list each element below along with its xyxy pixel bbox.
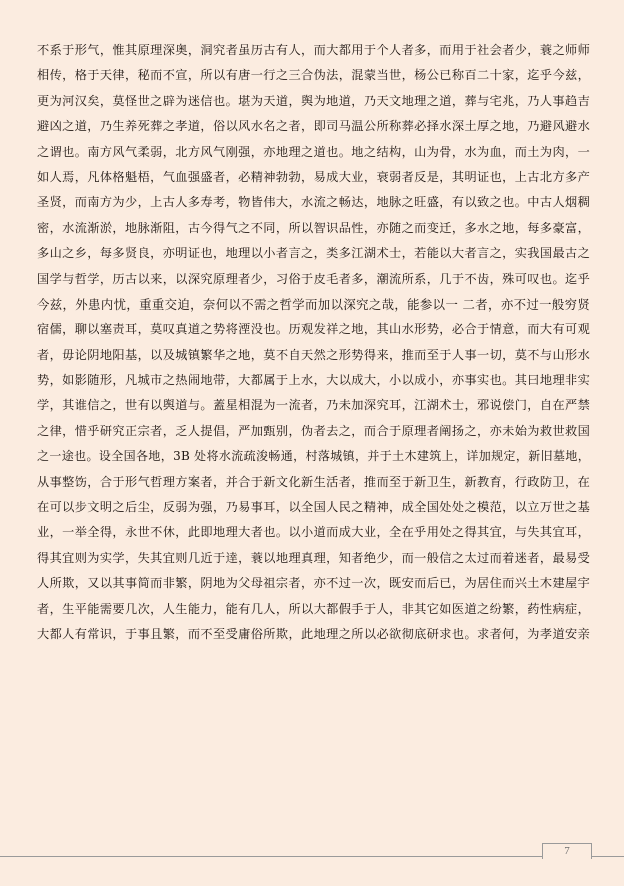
text-line: 大都人有常识，于事且繁，而不至受庸俗所欺，此地理之所以必欲彻底研求也。求者何，为孝道安亲 [37, 626, 590, 641]
page-number: 7 [542, 843, 592, 859]
text-line: 避凶之道，乃生养死葬之孝道，俗以风水名之者，即司马温公所称葬必择水深土厚之地，乃避风避水 [37, 119, 590, 134]
text-line: 如人焉，凡体格魁梧，气血强盛者，必精神勃勃，易成大业，衰弱者反是，其明证也，上古北方多产 [37, 169, 590, 184]
text-line: 业，一举全得，永世不休，此即地理大者也。以小道而成大业，全在乎用处之得其宜，与失其宜耳， [37, 525, 590, 540]
text-line: 之一途也。设全国各地，3B 处将水流疏浚畅通，村落城镇，并于土木建筑上，详加规定，新旧墓地， [37, 449, 590, 464]
text-line: 今兹，外患内忧，重重交迫，奈何以不需之哲学而加以深究之哉，能参以一 二者，亦不过一般穷贤 [37, 296, 590, 312]
text-line: 在可以步文明之后尘，反弱为强，乃易事耳，以全国人民之精神，成全国处处之模范，以立万世之基 [37, 500, 590, 515]
body-text [37, 38, 590, 647]
text-line: 宿儒，聊以塞责耳，莫叹真道之势将湮没也。历观发祥之地，其山水形势，必合于情意，而大有可观 [37, 322, 590, 337]
text-line: 从事整饬，合于形气哲理方案者，并合于新文化新生活者，推而至于新卫生，新教育，行政防卫，在 [37, 474, 590, 489]
text-line: 国学与哲学，历古以来，以深究原理者少，习俗于皮毛者多，潮流所系，几于不齿，殊可叹也。迄乎 [37, 271, 590, 286]
footer-divider [0, 856, 624, 857]
text-line: 更为河汉矣，莫怪世之辟为迷信也。堪为天道，舆为地道，乃天文地理之道，葬与宅兆，乃人事趋吉 [37, 93, 590, 108]
text-line: 势，如影随形，凡城市之热闹地带，大都属于上水，大以成大，小以成小，亦事实也。其曰地理非实 [37, 373, 590, 388]
text-line: 多山之乡，每多贤良，亦明证也，地理以小者言之，类多江湖术士，若能以大者言之，实我国最古之 [37, 246, 590, 261]
text-line: 不系于形气，惟其原理深奥，洞究者虽历古有人，而大都用于个人者多，而用于社会者少，蓑之师师 [37, 43, 590, 57]
text-line: 人所欺，又以其事简而非繁，阴地为父母祖宗者，亦不过一次，既安而后已，为居住而兴土木建屋宇 [37, 576, 590, 591]
text-line: 密，水流渐淤，地脉渐阻，古今得气之不同，所以智识品性，亦随之而变迁，多水之地，每多豪富， [37, 220, 590, 235]
text-line: 之律，惜乎研究正宗者，乏人提倡，严加甄别，伪者去之，而合于原理者阐扬之，亦未始为救世救国 [37, 423, 590, 438]
text-line: 圣贤，而南方为少，上古人多寿考，物皆伟大，水流之畅达，地脉之旺盛，有以致之也。中古人烟稠 [37, 195, 590, 210]
text-line: 学，其谁信之，世有以舆道与。蓋星相混为一流者，乃未加深究耳，江湖术士，邪说偿门，自在严禁 [37, 398, 590, 413]
text-line: 相传，格于天律，秘而不宣，所以有唐一行之三合伪法，混蒙当世，杨公已称百二十家，迄乎今兹， [37, 68, 590, 83]
text-line: 者，毋论阴地阳基，以及城镇繁华之地，莫不自天然之形势得来，推而至于人事一切，莫不与山形水 [37, 347, 590, 362]
text-line: 之谓也。南方风气柔弱，北方风气刚强，亦地理之道也。地之结构，山为骨，水为血，而土为肉，一 [37, 144, 590, 159]
text-line: 得其宜则为实学，失其宜则几近于逹，蓑以地理真理，知者绝少，而一般信之太过而着迷者，最易受 [37, 550, 590, 565]
text-line: 者，生平能需要几次，人生能力，能有几人，所以大都假手于人，非其它如医道之纷繁，药性病症， [37, 601, 590, 616]
